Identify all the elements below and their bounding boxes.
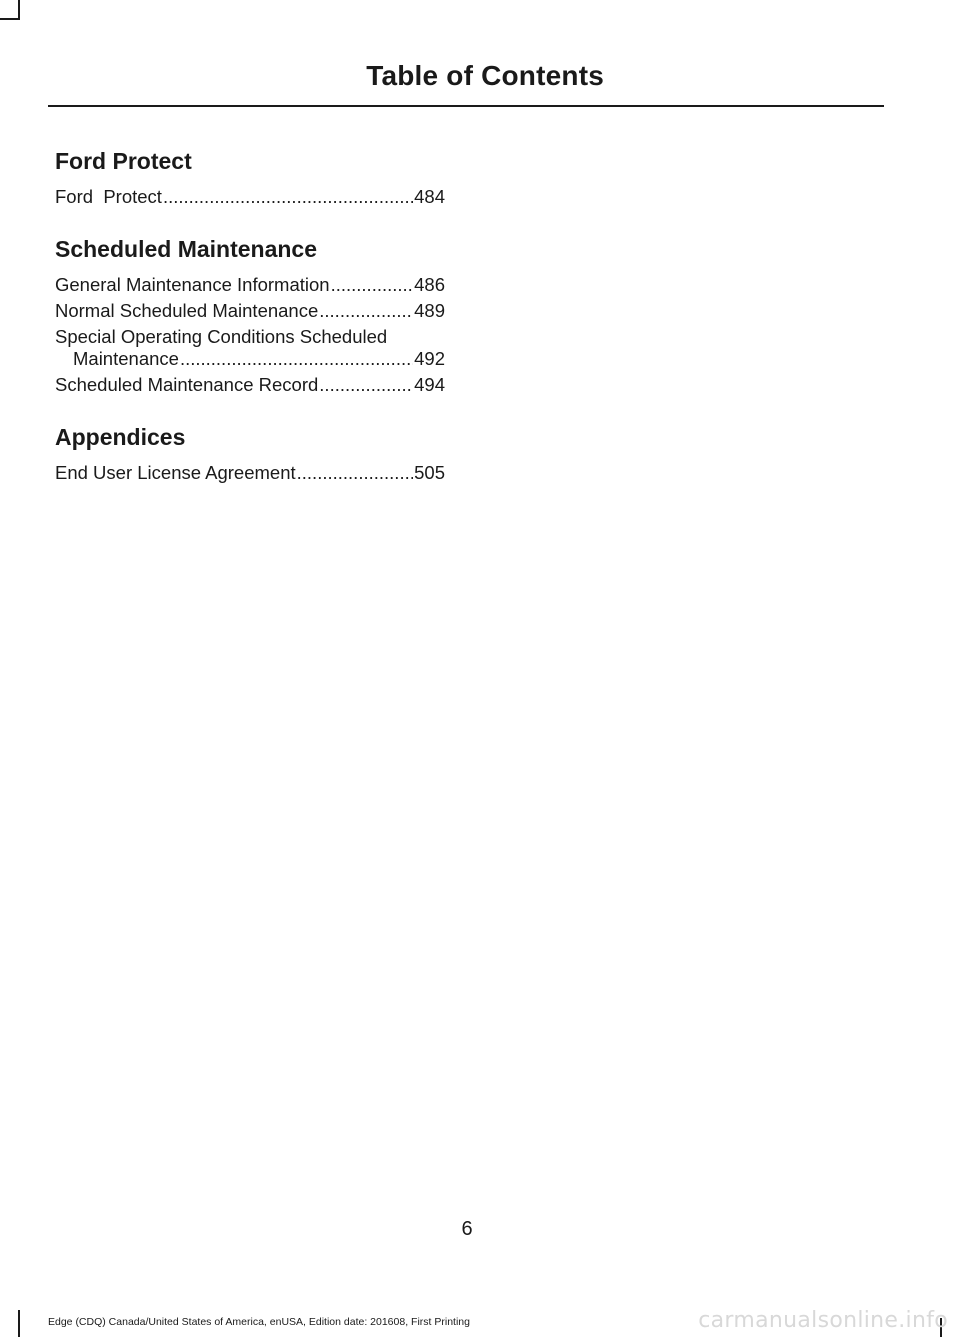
- dot-leader: [180, 348, 413, 370]
- toc-entry-ford-protect[interactable]: [55, 186, 445, 208]
- entry-page: 484: [414, 186, 445, 207]
- toc-entry-normal-scheduled-maintenance[interactable]: [55, 300, 445, 322]
- footer-edition-info: Edge (CDQ) Canada/United States of America, enUSA, Edition date: 201608, First Printing: [48, 1316, 470, 1328]
- entry-page: 494: [414, 374, 445, 395]
- toc-entry-end-user-license-agreement[interactable]: [55, 462, 445, 484]
- toc-entry-general-maintenance-information[interactable]: [55, 274, 445, 296]
- table-of-contents: [55, 146, 445, 510]
- entry-label: Scheduled Maintenance Record: [55, 374, 319, 395]
- dot-leader: [163, 186, 413, 208]
- crop-mark-top-left: [18, 0, 20, 20]
- section-title: Appendices: [55, 424, 186, 450]
- entry-label: General Maintenance Information: [55, 274, 330, 295]
- entry-label-line1: Special Operating Conditions Scheduled: [55, 326, 388, 347]
- crop-mark-top-left-h: [0, 18, 20, 20]
- entry-page: 486: [414, 274, 445, 295]
- toc-section-appendices: [55, 422, 445, 484]
- toc-entry-scheduled-maintenance-record[interactable]: [55, 374, 445, 396]
- entry-label-line2-row: [55, 348, 445, 370]
- section-title: Scheduled Maintenance: [55, 236, 318, 262]
- entry-page: 505: [414, 462, 445, 483]
- header-divider: [48, 105, 884, 107]
- entry-label-line2: Maintenance: [73, 348, 179, 369]
- page-number: 6: [461, 1218, 473, 1240]
- toc-section-scheduled-maintenance: [55, 234, 445, 396]
- crop-mark-bottom-left: [18, 1310, 20, 1337]
- entry-label: End User License Agreement: [55, 462, 296, 483]
- dot-leader: [297, 462, 413, 484]
- toc-entry-special-operating-conditions[interactable]: [55, 326, 445, 370]
- section-title: Ford Protect: [55, 148, 192, 174]
- dot-leader: [319, 300, 413, 322]
- dot-leader: [331, 274, 414, 296]
- dot-leader: [319, 374, 413, 396]
- entry-page: 489: [414, 300, 445, 321]
- entry-page: 492: [414, 348, 445, 369]
- toc-section-ford-protect: [55, 146, 445, 208]
- entry-label: Ford Protect: [55, 186, 162, 207]
- watermark: carmanualsonline.info: [698, 1308, 948, 1333]
- page-title: Table of Contents: [366, 60, 604, 91]
- entry-label: Normal Scheduled Maintenance: [55, 300, 319, 321]
